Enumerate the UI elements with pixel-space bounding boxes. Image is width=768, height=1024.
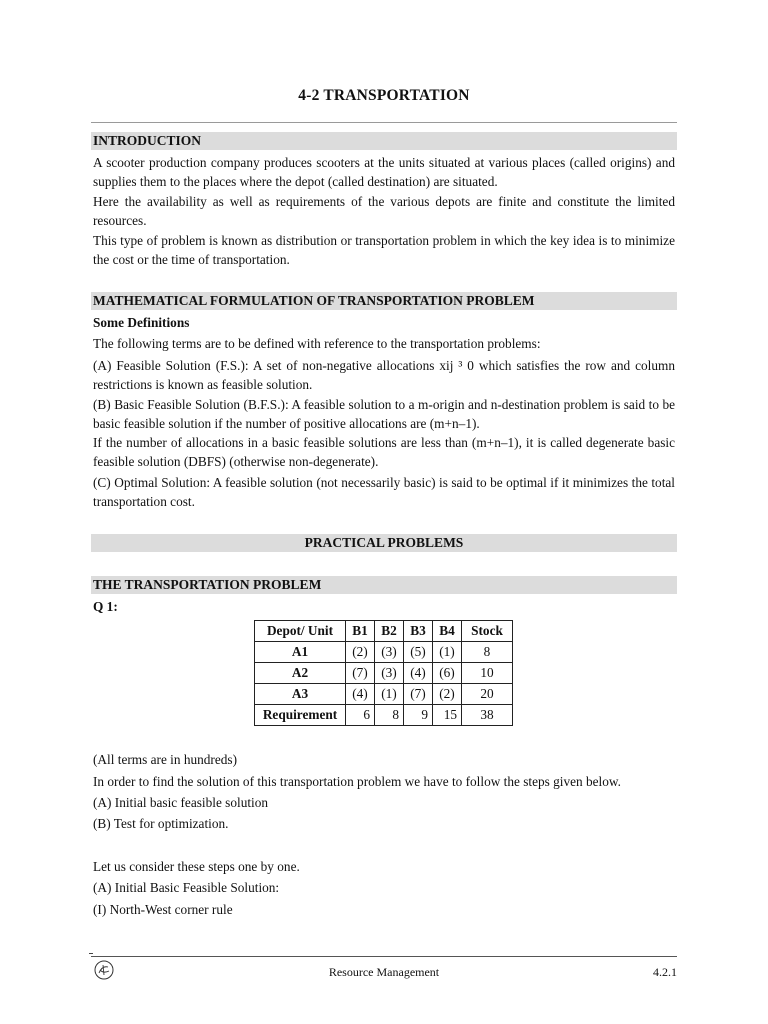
section-heading-formulation: MATHEMATICAL FORMULATION OF TRANSPORTATION PROBLEM xyxy=(91,292,677,310)
table-header: B1 xyxy=(346,621,375,642)
table-cell: Requirement xyxy=(255,705,346,726)
table-cell: 15 xyxy=(433,705,462,726)
footer-rule xyxy=(91,956,677,957)
steps-intro: In order to find the solution of this transportation problem we have to follow the steps given below. xyxy=(93,774,621,789)
section-heading-practical: PRACTICAL PROBLEMS xyxy=(91,534,677,552)
initial-bfs-heading: (A) Initial Basic Feasible Solution: xyxy=(93,880,280,895)
table-cell: 20 xyxy=(462,684,513,705)
table-cell: (3) xyxy=(375,642,404,663)
table-cell: (2) xyxy=(433,684,462,705)
table-cell: (1) xyxy=(433,642,462,663)
step-b: (B) Test for optimization. xyxy=(93,816,229,831)
table-cell: (7) xyxy=(346,663,375,684)
title-rule xyxy=(91,122,677,123)
table-cell: (6) xyxy=(433,663,462,684)
table-cell: 8 xyxy=(375,705,404,726)
transportation-table xyxy=(254,620,513,726)
table-cell: 9 xyxy=(404,705,433,726)
table-cell: 10 xyxy=(462,663,513,684)
page-number: 4.2.1 xyxy=(653,965,677,979)
table-cell: (4) xyxy=(404,663,433,684)
intro-paragraph-1: A scooter production company produces scooters at the units situated at various places (called origins) and supplies them to the places where the depot (called destination) are situated. xyxy=(93,155,675,189)
table-header: Depot/ Unit xyxy=(255,621,346,642)
section-heading-introduction: INTRODUCTION xyxy=(91,132,677,150)
definition-basic-feasible-solution: (B) Basic Feasible Solution (B.F.S.): A feasible solution to a m-origin and n-destination problem is said to be basic feasible solution if the number of positive allocations are (m+n–1). xyxy=(93,397,675,431)
consider-steps: Let us consider these steps one by one. xyxy=(93,859,300,874)
page-title: 4-2 TRANSPORTATION xyxy=(298,87,470,104)
table-header: B3 xyxy=(404,621,433,642)
table-cell: A2 xyxy=(255,663,346,684)
table-header: Stock xyxy=(462,621,513,642)
table-header: B2 xyxy=(375,621,404,642)
table-cell: 38 xyxy=(462,705,513,726)
table-cell: A1 xyxy=(255,642,346,663)
table-header: B4 xyxy=(433,621,462,642)
table-row xyxy=(255,684,513,705)
intro-paragraph-2: Here the availability as well as requirements of the various depots are finite and constitute the limited resources. xyxy=(93,194,675,228)
step-a: (A) Initial basic feasible solution xyxy=(93,795,269,810)
section-heading-transportation-problem: THE TRANSPORTATION PROBLEM xyxy=(91,576,677,594)
intro-paragraph-3: This type of problem is known as distribution or transportation problem in which the key idea is to minimize the cost or the time of transportation. xyxy=(93,233,675,267)
note-hundreds: (All terms are in hundreds) xyxy=(93,752,238,767)
north-west-rule: (I) North-West corner rule xyxy=(93,902,233,917)
definition-feasible-solution: (A) Feasible Solution (F.S.): A set of non-negative allocations xij ³ 0 which satisfies the row and column restrictions is known as feasible solution. xyxy=(93,358,675,392)
question-label: Q 1: xyxy=(93,599,118,614)
footer-title: Resource Management xyxy=(328,965,440,979)
table-cell: (3) xyxy=(375,663,404,684)
subheading-definitions: Some Definitions xyxy=(93,315,190,330)
table-row xyxy=(255,705,513,726)
table-cell: (4) xyxy=(346,684,375,705)
table-cell: (1) xyxy=(375,684,404,705)
table-cell: 6 xyxy=(346,705,375,726)
table-cell: 8 xyxy=(462,642,513,663)
table-cell: (2) xyxy=(346,642,375,663)
table-cell: (5) xyxy=(404,642,433,663)
table-row xyxy=(255,663,513,684)
table-row xyxy=(255,642,513,663)
table-header-row xyxy=(255,621,513,642)
table-cell: A3 xyxy=(255,684,346,705)
definition-optimal-solution: (C) Optimal Solution: A feasible solution (not necessarily basic) is said to be optimal if it minimizes the total transportation cost. xyxy=(93,475,675,509)
table-cell: (7) xyxy=(404,684,433,705)
definitions-intro: The following terms are to be defined with reference to the transportation problems: xyxy=(93,336,541,351)
definition-degenerate: If the number of allocations in a basic feasible solutions are less than (m+n–1), it is called degenerate basic feasible solution (DBFS) (otherwise non-degenerate). xyxy=(93,435,675,469)
footer-tick xyxy=(89,953,93,954)
